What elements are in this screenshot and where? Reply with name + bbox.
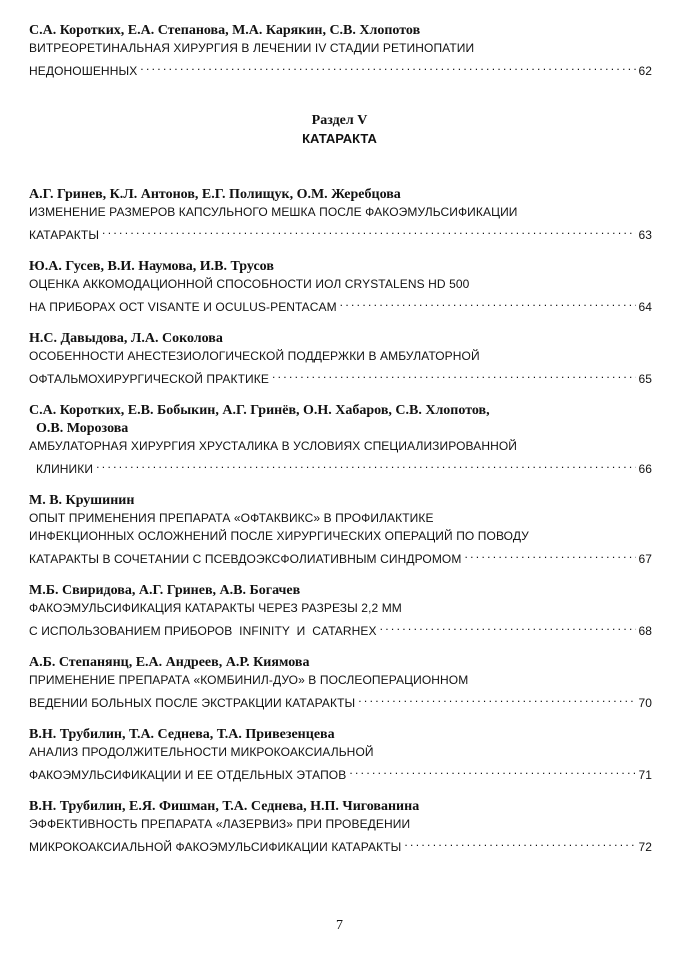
entry-authors: Н.С. Давыдова, Л.А. Соколова	[29, 331, 223, 346]
entry-title-line-last: КАТАРАКТЫ В СОЧЕТАНИИ С ПСЕВДОЭКСФОЛИАТИВНЫМ СИНДРОМОМ . . . 67	[29, 546, 652, 563]
entry-page: 65	[638, 372, 652, 386]
leader-dots	[358, 690, 636, 707]
entry-authors: М.Б. Свиридова, А.Г. Гринев, А.В. Богачев	[29, 583, 301, 598]
entry-authors: Ю.А. Гусев, В.И. Наумова, И.В. Трусов	[29, 259, 274, 274]
entry-title-line: ЭФФЕКТИВНОСТЬ ПРЕПАРАТА «ЛАЗЕРВИЗ» ПРИ ПРОВЕДЕНИИ	[29, 817, 411, 831]
leader-dots	[340, 294, 637, 311]
entry-page: 64	[638, 300, 652, 314]
leader-dots	[96, 456, 636, 473]
entry-authors: С.А. Коротких, Е.А. Степанова, М.А. Карякин, С.В. Хлопотов	[29, 23, 421, 38]
entry-title-line: ИНФЕКЦИОННЫХ ОСЛОЖНЕНИЙ ПОСЛЕ ХИРУРГИЧЕСКИХ ОПЕРАЦИЙ ПО ПОВОДУ	[29, 529, 529, 543]
entry-page: 62	[638, 64, 652, 78]
entry-authors: С.А. Коротких, Е.В. Бобыкин, А.Г. Гринёв, О.Н. Хабаров, С.В. Хлопотов,	[29, 403, 490, 418]
entry-authors: А.Б. Степанянц, Е.А. Андреев, А.Р. Киямова	[29, 655, 310, 670]
entry-title-line: ФАКОЭМУЛЬСИФИКАЦИЯ КАТАРАКТЫ ЧЕРЕЗ РАЗРЕЗЫ 2,2 ММ	[29, 601, 402, 615]
entry-title-line: АНАЛИЗ ПРОДОЛЖИТЕЛЬНОСТИ МИКРОКОАКСИАЛЬНОЙ	[29, 745, 374, 759]
entry-title-line-last: КЛИНИКИ . . . 66	[29, 456, 652, 473]
page-number: 7	[336, 918, 343, 933]
section-number: Раздел V	[311, 113, 368, 128]
leader-dots	[140, 58, 636, 75]
entry-title-line-last: МИКРОКОАКСИАЛЬНОЙ ФАКОЭМУЛЬСИФИКАЦИИ КАТАРАКТЫ . . . 72	[29, 834, 652, 851]
leader-dots	[404, 834, 636, 851]
entry-title-line-last: С ИСПОЛЬЗОВАНИЕМ ПРИБОРОВ INFINITY И CATARHEX . . . 68	[29, 618, 652, 635]
entry-page: 71	[638, 768, 652, 782]
entry-authors-cont: О.В. Морозова	[36, 421, 129, 436]
entry-authors: М. В. Крушинин	[29, 493, 135, 508]
entry-title-line: АМБУЛАТОРНАЯ ХИРУРГИЯ ХРУСТАЛИКА В УСЛОВИЯХ СПЕЦИАЛИЗИРОВАННОЙ	[29, 439, 518, 453]
entry-page: 68	[638, 624, 652, 638]
entry-title-line: ПРИМЕНЕНИЕ ПРЕПАРАТА «КОМБИНИЛ-ДУО» В ПОСЛЕОПЕРАЦИОННОМ	[29, 673, 469, 687]
entry-page: 63	[638, 228, 652, 242]
entry-title-line-last: КАТАРАКТЫ . . . 63	[29, 222, 652, 239]
entry-authors: В.Н. Трубилин, Т.А. Седнева, Т.А. Привезенцева	[29, 727, 335, 742]
leader-dots	[380, 618, 637, 635]
entry-title-line-last: ОФТАЛЬМОХИРУРГИЧЕСКОЙ ПРАКТИКЕ . . . 65	[29, 366, 652, 383]
leader-dots	[349, 762, 636, 779]
entry-title-line: ОЦЕНКА АККОМОДАЦИОННОЙ СПОСОБНОСТИ ИОЛ CRYSTALENS HD 500	[29, 277, 470, 291]
entry-title-line-last: НЕДОНОШЕННЫХ . . . 62	[29, 58, 652, 75]
leader-dots	[272, 366, 636, 383]
entry-page: 72	[638, 840, 652, 854]
entry-page: 66	[638, 462, 652, 476]
entry-page: 70	[638, 696, 652, 710]
entry-title-line-last: ФАКОЭМУЛЬСИФИКАЦИИ И ЕЕ ОТДЕЛЬНЫХ ЭТАПОВ . . . 71	[29, 762, 652, 779]
entry-authors: А.Г. Гринев, К.Л. Антонов, Е.Г. Полищук, О.М. Жеребцова	[29, 187, 401, 202]
entry-title-line: ВИТРЕОРЕТИНАЛЬНАЯ ХИРУРГИЯ В ЛЕЧЕНИИ IV СТАДИИ РЕТИНОПАТИИ	[29, 41, 475, 55]
entry-page: 67	[638, 552, 652, 566]
entry-title-line: ОСОБЕННОСТИ АНЕСТЕЗИОЛОГИЧЕСКОЙ ПОДДЕРЖКИ В АМБУЛАТОРНОЙ	[29, 349, 480, 363]
entry-title-line: ИЗМЕНЕНИЕ РАЗМЕРОВ КАПСУЛЬНОГО МЕШКА ПОСЛЕ ФАКОЭМУЛЬСИФИКАЦИИ	[29, 205, 518, 219]
entry-title-line-last: НА ПРИБОРАХ ОСТ VISANTE И OCULUS-PENTACAM . . . 64	[29, 294, 652, 311]
leader-dots	[102, 222, 636, 239]
entry-authors: В.Н. Трубилин, Е.Я. Фишман, Т.А. Седнева, Н.П. Чигованина	[29, 799, 420, 814]
section-title: КАТАРАКТА	[302, 131, 377, 146]
entry-title-line: ОПЫТ ПРИМЕНЕНИЯ ПРЕПАРАТА «ОФТАКВИКС» В ПРОФИЛАКТИКЕ	[29, 511, 434, 525]
leader-dots	[464, 546, 636, 563]
entry-title-line-last: ВЕДЕНИИ БОЛЬНЫХ ПОСЛЕ ЭКСТРАКЦИИ КАТАРАКТЫ . . . 70	[29, 690, 652, 707]
